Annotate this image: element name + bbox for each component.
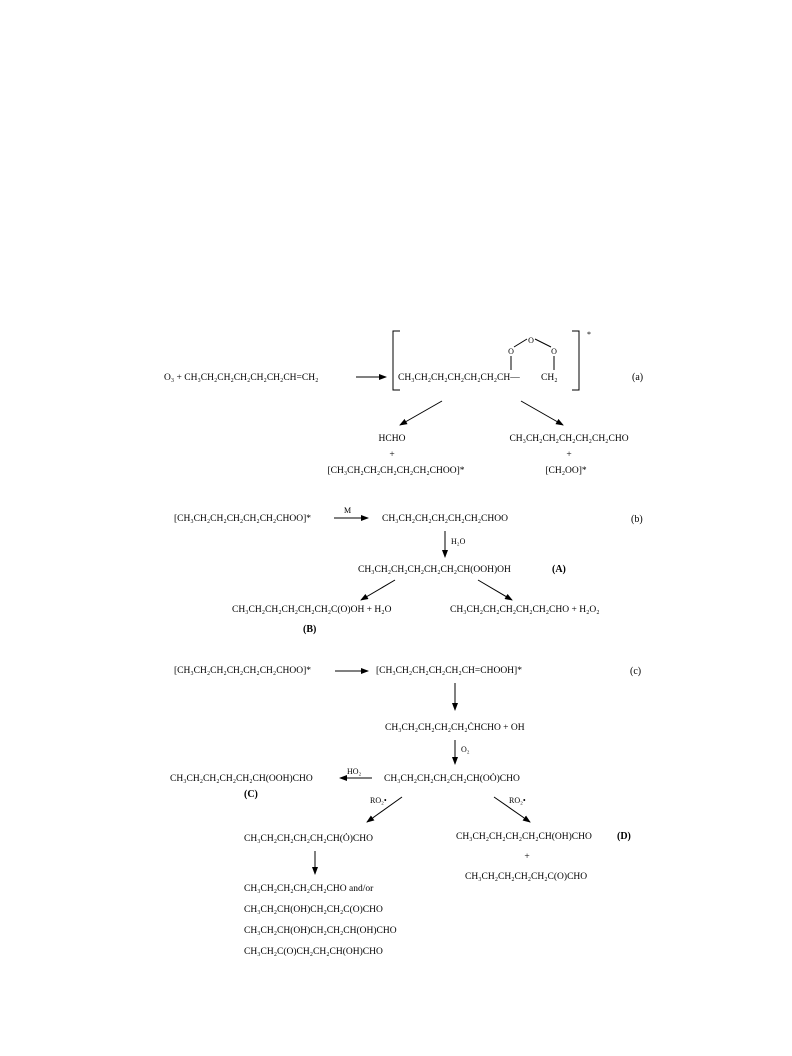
product-acid: CH₃CH₂CH₂CH₂CH₂CH₂C(O)OH + H₂O bbox=[232, 605, 392, 615]
label-c: (c) bbox=[630, 666, 642, 677]
label-b: (b) bbox=[631, 514, 643, 525]
label-a: (a) bbox=[632, 372, 644, 383]
product-hcho: HCHO bbox=[378, 434, 406, 444]
o2-label: O₂ bbox=[461, 745, 470, 754]
final-product-1: CH₃CH₂CH₂CH₂CH₂CHO and/or bbox=[244, 884, 374, 894]
arrow-b-right bbox=[478, 580, 512, 600]
arrow-b-left bbox=[361, 580, 395, 600]
ho2-label: HO₂ bbox=[347, 767, 362, 776]
arrow-label-m: M bbox=[344, 506, 352, 515]
product-criegee-c7: [CH₃CH₂CH₂CH₂CH₂CH₂CHOO]* bbox=[327, 466, 465, 476]
tag-c: (C) bbox=[244, 789, 258, 800]
plus-c: + bbox=[524, 852, 530, 862]
ring-oxygen-top: O bbox=[528, 336, 534, 345]
alkyl-radical: CH₃CH₂CH₂CH₂CH₂ĊHCHO + OH bbox=[385, 723, 525, 733]
ring-oxygen-left: O bbox=[508, 347, 514, 356]
ro2-left-label: RO₂• bbox=[370, 796, 387, 805]
bond-o-o-right bbox=[535, 339, 551, 347]
scheme-b-product: CH₃CH₂CH₂CH₂CH₂CH₂CHOO bbox=[382, 514, 508, 524]
ro2-right-label: RO₂• bbox=[509, 796, 526, 805]
ozonide-ch2: CH₂ bbox=[541, 373, 558, 383]
final-product-3: CH₃CH₂CH(OH)CH₂CH₂CH(OH)CHO bbox=[244, 926, 397, 936]
product-aldehyde-h2o2: CH₃CH₂CH₂CH₂CH₂CH₂CHO + H₂O₂ bbox=[450, 605, 600, 615]
bracket-right bbox=[572, 331, 579, 390]
plus-a-left: + bbox=[389, 450, 395, 460]
final-product-4: CH₃CH₂C(O)CH₂CH₂CH(OH)CHO bbox=[244, 947, 383, 957]
tag-d: (D) bbox=[617, 831, 631, 842]
alcohol-d: CH₃CH₂CH₂CH₂CH₂CH(OH)CHO bbox=[456, 832, 592, 842]
ozonide-chain: CH₃CH₂CH₂CH₂CH₂CH₂CH— bbox=[398, 373, 520, 383]
hydroperoxide-c: CH₃CH₂CH₂CH₂CH₂CH(OOH)CHO bbox=[170, 774, 313, 784]
arrow-a-left bbox=[400, 401, 442, 425]
scheme-c-reactant: [CH₃CH₂CH₂CH₂CH₂CH₂CHOO]* bbox=[174, 666, 312, 676]
final-product-2: CH₃CH₂CH(OH)CH₂CH₂C(O)CHO bbox=[244, 905, 383, 915]
tag-b: (B) bbox=[303, 624, 317, 635]
scheme-b-reactant: [CH₃CH₂CH₂CH₂CH₂CH₂CHOO]* bbox=[174, 514, 312, 524]
excited-star: * bbox=[587, 330, 591, 339]
intermediate-a: CH₃CH₂CH₂CH₂CH₂CH₂CH(OOH)OH bbox=[358, 565, 511, 575]
product-heptanal: CH₃CH₂CH₂CH₂CH₂CH₂CHO bbox=[509, 434, 629, 444]
peroxy-radical: CH₃CH₂CH₂CH₂CH₂CH(OȮ)CHO bbox=[384, 774, 520, 784]
ketoaldehyde: CH₃CH₂CH₂CH₂CH₂C(O)CHO bbox=[465, 872, 588, 882]
water-label: H₂O bbox=[451, 537, 466, 546]
scheme-a-reactants: O₃ + CH₃CH₂CH₂CH₂CH₂CH₂CH=CH₂ bbox=[164, 373, 319, 383]
alkoxy-radical: CH₃CH₂CH₂CH₂CH₂CH(Ȯ)CHO bbox=[244, 834, 373, 844]
vinyl-hydroperoxide: [CH₃CH₂CH₂CH₂CH₂CH=CHOOH]* bbox=[376, 666, 522, 676]
tag-a: (A) bbox=[552, 564, 566, 575]
arrow-a-right bbox=[521, 401, 563, 425]
plus-a-right: + bbox=[566, 450, 572, 460]
bond-o-o-left bbox=[514, 339, 527, 347]
ring-oxygen-right: O bbox=[551, 347, 557, 356]
product-criegee-c1: [CH₂OO]* bbox=[545, 466, 587, 476]
